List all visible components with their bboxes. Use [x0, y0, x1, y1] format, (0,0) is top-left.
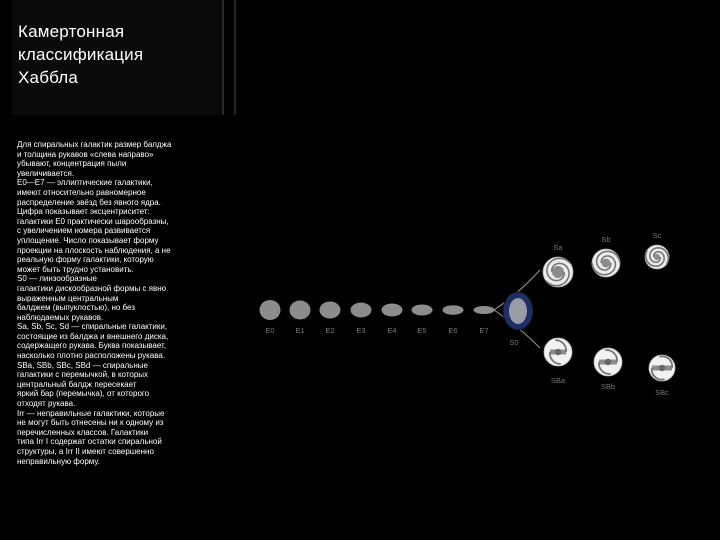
description-text [17, 140, 212, 466]
elliptical-galaxy-e1 [290, 301, 311, 320]
text-line: E0—E7 — эллиптические галактики, [17, 178, 153, 188]
spiral-galaxy-sb-bulge [602, 259, 611, 268]
text-line: балджем (выпуклостью), но без [17, 303, 135, 313]
elliptical-galaxy-e2 [320, 302, 341, 319]
text-line: яркий бар (перемычка), от которого [17, 389, 150, 399]
text-line: насколько плотно расположены рукава. [17, 351, 166, 361]
label-e2: E2 [325, 326, 335, 335]
text-line: реальную форму галактики, которую [17, 255, 154, 265]
barred-galaxy-sba-bulge [555, 349, 561, 355]
hubble-tuning-fork-diagram [250, 222, 690, 412]
elliptical-galaxy-e4 [382, 304, 403, 317]
text-line: Irr — неправильные галактики, которые [17, 408, 165, 418]
text-line: галактики E0 практически шарообразны, [17, 216, 169, 226]
text-line: состоящие из балджа и внешнего диска, [17, 331, 169, 341]
label-e7: E7 [479, 326, 489, 335]
text-line: SBa, SBb, SBc, SBd — спиральные [17, 360, 148, 370]
label-e3: E3 [356, 326, 366, 335]
elliptical-galaxy-e0 [260, 300, 281, 320]
spiral-galaxy-sa-bulge [552, 266, 564, 278]
text-line: распределение звёзд без явного ядра. [17, 197, 161, 207]
text-line: перечисленных классов. Галактики [17, 427, 149, 437]
text-line: типа Irr I содержат остатки спиральной [17, 437, 162, 447]
spiral-galaxy-sc-bulge [654, 254, 660, 260]
label-sba: SBa [550, 376, 566, 385]
title-line-3: Хаббла [18, 68, 79, 87]
label-sc: Sc [652, 231, 662, 240]
text-line: с увеличением номера развивается [17, 226, 151, 236]
label-e1: E1 [295, 326, 305, 335]
text-line: S0 — линзообразные [17, 274, 97, 284]
header-panel [234, 0, 720, 115]
barred-galaxy-sbc-bulge [659, 365, 665, 371]
label-sbc: SBc [655, 388, 669, 397]
text-line: структуры, а Irr II имеют совершенно [17, 447, 154, 456]
text-line: уплощение. Число показывает форму [17, 235, 159, 245]
title-line-1: Камертонная [18, 22, 125, 41]
text-line: убывают, концентрация пыли [17, 159, 127, 169]
text-line: выраженным центральным [17, 293, 119, 303]
label-sa: Sa [553, 243, 563, 252]
text-line: и толщина рукавов «слева направо» [17, 149, 154, 159]
text-line: неправильную форму. [17, 456, 100, 466]
text-line: может быть трудно установить. [17, 264, 134, 274]
text-line: имеют относительно равномерное [17, 187, 146, 197]
title-line-2: классификация [18, 45, 144, 64]
label-e5: E5 [417, 326, 427, 335]
text-line: Для спиральных галактик размер балджа [17, 140, 172, 149]
elliptical-galaxy-e7 [474, 306, 495, 314]
elliptical-galaxy-e6 [443, 305, 464, 315]
label-s0: S0 [509, 338, 519, 347]
label-sb: Sb [601, 235, 611, 244]
label-sbb: SBb [600, 382, 616, 391]
text-line: проекции на плоскость наблюдения, а не [17, 245, 171, 255]
tuning-fork-svg [250, 222, 690, 412]
slide-title-box [12, 0, 224, 115]
text-line: центральный балдж пересекает [17, 379, 137, 389]
label-e6: E6 [448, 326, 458, 335]
text-line: наблюдаемых рукавов. [17, 312, 104, 322]
text-line: Цифра показывает эксцентриситет: [17, 207, 150, 217]
label-e4: E4 [387, 326, 397, 335]
text-line: увеличивается. [17, 168, 75, 178]
barred-galaxy-sbb-bulge [605, 359, 611, 365]
elliptical-galaxy-e3 [351, 303, 372, 318]
text-line: галактики дискообразной формы с явно [17, 283, 167, 293]
text-line: не могут быть отнесены ни к одному из [17, 418, 164, 428]
text-line: содержащего рукава. Буква показывает, [17, 341, 167, 351]
text-line: Sa, Sb, Sc, Sd — спиральные галактики, [17, 322, 168, 332]
label-e0: E0 [265, 326, 275, 335]
text-line: отходят рукава. [17, 399, 76, 409]
lenticular-galaxy-s0-core [509, 298, 527, 324]
text-line: галактики с перемычкой, в которых [17, 370, 149, 380]
elliptical-galaxy-e5 [412, 305, 433, 316]
